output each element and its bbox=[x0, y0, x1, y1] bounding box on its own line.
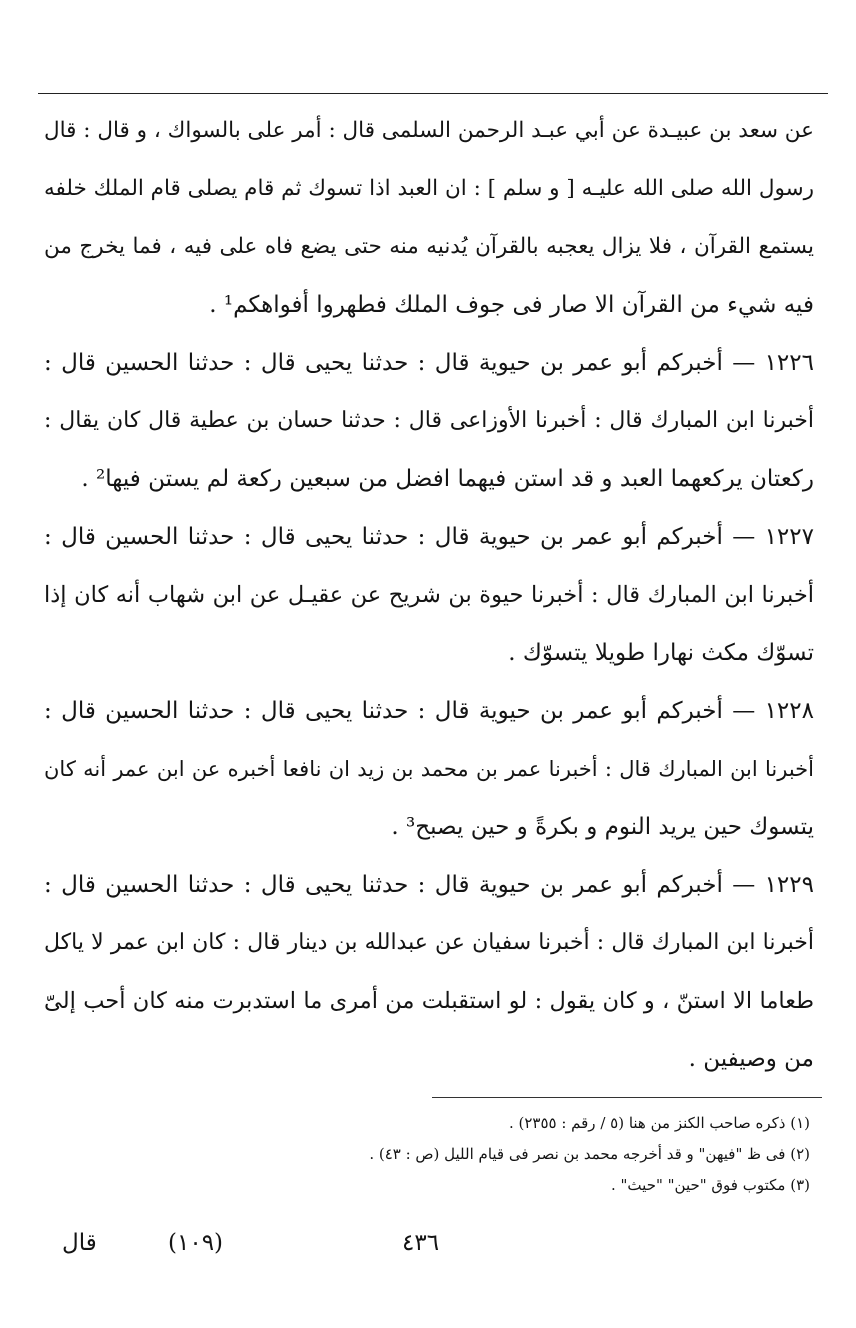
hadith-1228-heading: ١٢٢٨ — أخبركم أبو عمر بن حيوية قال : حدثنا يحيى قال : حدثنا الحسين قال : bbox=[44, 698, 814, 724]
main-text bbox=[44, 102, 814, 1088]
text-line: أخبرنا ابن المبارك قال : أخبرنا سفيان عن عبدالله بن دينار قال : كان ابن عمر لا ياكل bbox=[44, 930, 814, 955]
text-line: ركعتان يركعهما العبد و قد استن فيهما افضل من سبعين ركعة لم يستن فيها² . bbox=[81, 466, 814, 492]
hadith-1227-heading: ١٢٢٧ — أخبركم أبو عمر بن حيوية قال : حدثنا يحيى قال : حدثنا الحسين قال : bbox=[44, 524, 814, 550]
footnote-rule bbox=[432, 1097, 822, 1098]
page-number: ٤٣٦ bbox=[402, 1230, 440, 1256]
text-line: طعاما الا استنّ ، و كان يقول : لو استقبلت من أمرى ما استدبرت منه كان أحب إلىّ bbox=[44, 988, 814, 1014]
text-line: فيه شيء من القرآن الا صار فى جوف الملك فطهروا أفواهكم¹ . bbox=[209, 292, 814, 318]
footnote-1: (١) ذكره صاحب الكنز من هنا (٥ / رقم : ٢٣٥٥) . bbox=[508, 1114, 810, 1132]
text-line: رسول الله صلى الله عليـه [ و سلم ] : ان العبد اذا تسوك ثم قام يصلى قام الملك خلفه bbox=[44, 176, 814, 201]
catchword: قال bbox=[62, 1230, 97, 1256]
text-line: عن سعد بن عبيـدة عن أبي عبـد الرحمن السلمى قال : أمر على بالسواك ، و قال : قال bbox=[44, 118, 814, 143]
text-line: أخبرنا ابن المبارك قال : أخبرنا الأوزاعى قال : حدثنا حسان بن عطية قال كان يقال : bbox=[44, 408, 814, 433]
text-line: أخبرنا ابن المبارك قال : أخبرنا حيوة بن شريح عن عقيـل عن ابن شهاب أنه كان إذا bbox=[44, 582, 814, 608]
text-line: أخبرنا ابن المبارك قال : أخبرنا عمر بن محمد بن زيد ان نافعا أخبره عن ابن عمر أنه كان bbox=[44, 757, 814, 781]
text-line: تسوّك مكث نهارا طويلا يتسوّك . bbox=[508, 640, 814, 666]
hadith-1229-heading: ١٢٢٩ — أخبركم أبو عمر بن حيوية قال : حدثنا يحيى قال : حدثنا الحسين قال : bbox=[44, 872, 814, 898]
volume-marker: (١٠٩) bbox=[168, 1230, 224, 1256]
footnote-3: (٣) مكتوب فوق "حين" "حيث" . bbox=[611, 1176, 810, 1194]
hadith-1226-heading: ١٢٢٦ — أخبركم أبو عمر بن حيوية قال : حدثنا يحيى قال : حدثنا الحسين قال : bbox=[44, 350, 814, 376]
text-line: يستمع القرآن ، فلا يزال يعجبه بالقرآن يُدنيه منه حتى يضع فاه على فيه ، فما يخرج من bbox=[44, 234, 814, 259]
text-line: يتسوك حين يريد النوم و بكرةً و حين يصبح³ . bbox=[391, 814, 814, 840]
footnotes bbox=[300, 1108, 810, 1201]
text-line: من وصيفين . bbox=[688, 1046, 814, 1072]
footnote-2: (٢) فى ظ "فيهن" و قد أخرجه محمد بن نصر فى قيام الليل (ص : ٤٣) . bbox=[369, 1145, 810, 1163]
header-rule bbox=[38, 93, 828, 94]
